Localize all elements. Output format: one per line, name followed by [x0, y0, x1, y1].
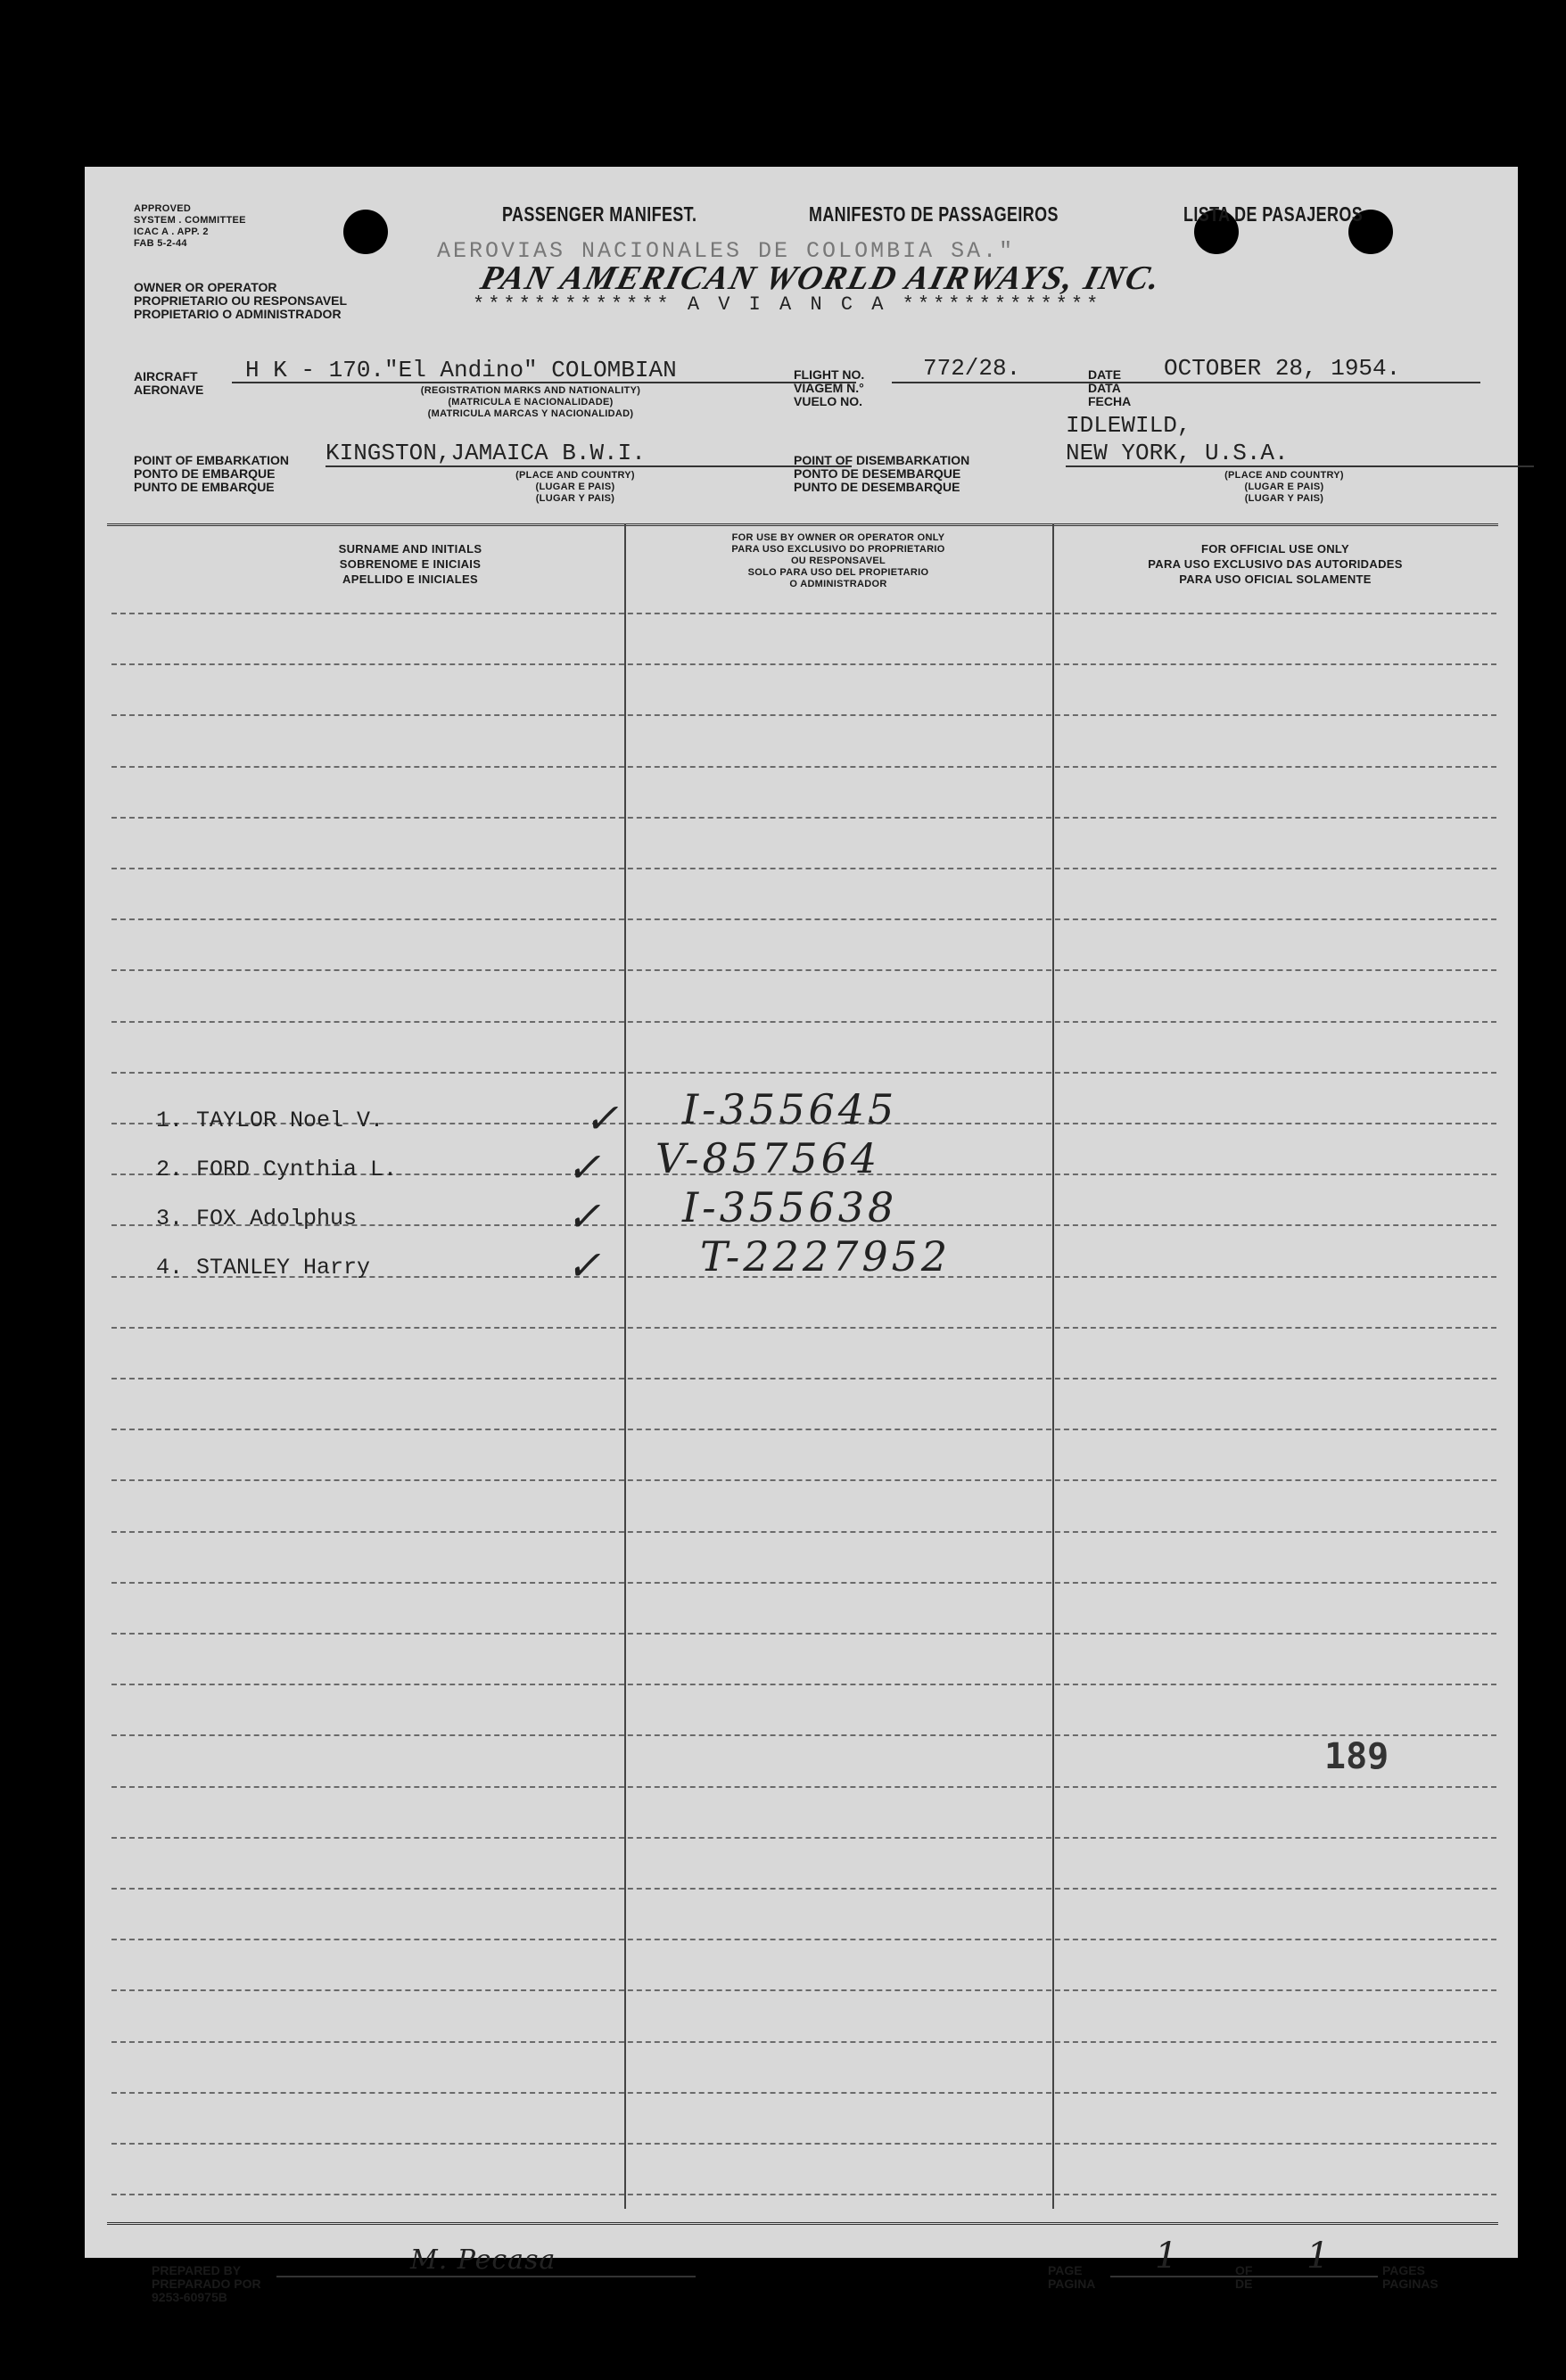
- of-label: OF: [1235, 2263, 1253, 2277]
- approval-line: SYSTEM . COMMITTEE: [134, 215, 246, 226]
- page-value: 1: [1155, 2236, 1182, 2277]
- col1-header-line: SOBRENOME E INICIAIS: [339, 557, 482, 571]
- col3-header: [1052, 541, 1498, 587]
- ruled-line: [111, 1021, 1496, 1023]
- check-mark: ✓: [566, 1143, 605, 1191]
- col2-header-line: PARA USO EXCLUSIVO DO PROPRIETARIO: [731, 544, 945, 555]
- ruled-line: [111, 817, 1496, 819]
- place-sublabel: (LUGAR E PAIS): [1244, 482, 1324, 492]
- aircraft-underline: [232, 382, 856, 383]
- ruled-line: [111, 1633, 1496, 1635]
- date-labels: [1088, 368, 1131, 408]
- stamp-number: 189: [1324, 1736, 1389, 1777]
- ruled-line: [111, 918, 1496, 920]
- pages-value: 1: [1306, 2236, 1333, 2277]
- check-mark: ✓: [584, 1094, 622, 1142]
- flight-labels: [794, 368, 864, 408]
- approval-line: FAB 5-2-44: [134, 238, 187, 249]
- approval-line: APPROVED: [134, 203, 192, 214]
- ruled-line: [111, 714, 1496, 716]
- ruled-line: [111, 868, 1496, 869]
- operator-label: OWNER OR OPERATOR: [134, 280, 277, 294]
- place-sublabel: (PLACE AND COUNTRY): [1224, 470, 1344, 481]
- col3-header-line: PARA USO OFICIAL SOLAMENTE: [1179, 572, 1372, 586]
- operator-label: PROPIETARIO O ADMINISTRADOR: [134, 307, 342, 321]
- passenger-name: 4. STANLEY Harry: [156, 1255, 371, 1281]
- passport-number: V-857564: [655, 1134, 881, 1182]
- ruled-line: [111, 613, 1496, 614]
- manifest-sheet: [85, 167, 1518, 2304]
- flight-label: VIAGEM N.°: [794, 381, 864, 395]
- disembark-label: PONTO DE DESEMBARQUE: [794, 466, 961, 481]
- embark-label: PONTO DE EMBARQUE: [134, 466, 276, 481]
- ruled-line: [111, 1684, 1496, 1685]
- passport-number: T-2227952: [700, 1232, 952, 1281]
- column-divider-2: [1052, 523, 1054, 2209]
- approval-line: ICAC A . APP. 2: [134, 226, 209, 237]
- aircraft-sublabel: (REGISTRATION MARKS AND NATIONALITY): [420, 385, 641, 396]
- place-sublabel: (PLACE AND COUNTRY): [515, 470, 635, 481]
- page-underline: [1110, 2276, 1378, 2277]
- passenger-name: 2. FORD Cynthia L.: [156, 1157, 398, 1182]
- embark-labels: [134, 454, 289, 494]
- col3-header-line: PARA USO EXCLUSIVO DAS AUTORIDADES: [1148, 557, 1403, 571]
- passport-number: I-355645: [682, 1085, 898, 1133]
- prepared-labels: [152, 2264, 261, 2304]
- aircraft-labels: [134, 370, 203, 397]
- prepared-underline: [276, 2276, 696, 2277]
- ruled-line: [111, 1989, 1496, 1991]
- ruled-line: [111, 2041, 1496, 2043]
- of-labels: [1235, 2264, 1252, 2291]
- check-mark: ✓: [566, 1192, 605, 1240]
- operator-typed: ************* A V I A N C A *************: [473, 293, 1102, 316]
- title-spanish: LISTA DE PASAJEROS: [1183, 202, 1364, 226]
- disembark-labels: [794, 454, 969, 494]
- of-label: DE: [1235, 2277, 1253, 2291]
- col2-header-line: OU RESPONSAVEL: [790, 556, 886, 566]
- disembark-label: POINT OF DISEMBARKATION: [794, 453, 970, 467]
- page-label: PAGE: [1048, 2263, 1083, 2277]
- ruled-line: [111, 1327, 1496, 1329]
- approval-block: [134, 203, 246, 250]
- ruled-line: [111, 2194, 1496, 2195]
- col1-header-line: APELLIDO E INICIALES: [342, 572, 478, 586]
- form-code: 9253-60975B: [152, 2290, 227, 2304]
- col2-header-line: SOLO PARA USO DEL PROPIETARIO: [747, 567, 929, 578]
- embark-label: PUNTO DE EMBARQUE: [134, 480, 275, 494]
- place-sublabel: (LUGAR E PAIS): [535, 482, 615, 492]
- flight-value: 772/28.: [923, 355, 1021, 382]
- disembark-value: NEW YORK, U.S.A.: [1066, 440, 1289, 466]
- col3-header-line: FOR OFFICIAL USE ONLY: [1201, 542, 1349, 556]
- ruled-line: [111, 1837, 1496, 1839]
- pages-labels: [1382, 2264, 1438, 2291]
- footer-border: [107, 2222, 1498, 2225]
- page-labels: [1048, 2264, 1095, 2291]
- disembark-label: PUNTO DE DESEMBARQUE: [794, 480, 960, 494]
- ruled-line: [111, 663, 1496, 665]
- embark-sublabels: [441, 470, 709, 505]
- aircraft-sublabel: (MATRICULA E NACIONALIDADE): [448, 397, 614, 408]
- ruled-line: [111, 1072, 1496, 1074]
- ruled-line: [111, 1582, 1496, 1584]
- table-top-border: [107, 523, 1498, 526]
- ruled-line: [111, 969, 1496, 971]
- date-label: DATA: [1088, 381, 1121, 395]
- column-divider-1: [624, 523, 626, 2209]
- flight-label: VUELO NO.: [794, 394, 863, 408]
- ruled-line: [111, 1734, 1496, 1736]
- col2-header-line: FOR USE BY OWNER OR OPERATOR ONLY: [731, 532, 945, 543]
- aircraft-label: AIRCRAFT: [134, 369, 198, 383]
- disembark-sublabels: [1168, 470, 1400, 505]
- passport-number: I-355638: [682, 1183, 898, 1231]
- embark-value: KINGSTON,JAMAICA B.W.I.: [326, 440, 646, 466]
- col1-header-line: SURNAME AND INITIALS: [338, 542, 482, 556]
- operator-labels: [134, 281, 347, 321]
- ruled-line: [111, 1531, 1496, 1533]
- operator-label: PROPRIETARIO OU RESPONSAVEL: [134, 293, 348, 308]
- ruled-line: [111, 2143, 1496, 2145]
- aircraft-sublabel: (MATRICULA MARCAS Y NACIONALIDAD): [427, 408, 634, 419]
- title-portuguese: MANIFESTO DE PASSAGEIROS: [809, 202, 1059, 226]
- aircraft-label: AERONAVE: [134, 383, 204, 397]
- operator-name: PAN AMERICAN WORLD AIRWAYS, INC.: [476, 259, 1166, 297]
- punch-hole-left: [343, 210, 388, 254]
- col2-header: [629, 532, 1048, 590]
- aircraft-value: H K - 170."El Andino" COLOMBIAN: [245, 357, 677, 383]
- disembark-underline: [1066, 465, 1534, 467]
- date-underline: [1133, 382, 1480, 383]
- ruled-line: [111, 2092, 1496, 2094]
- passenger-name: 3. FOX Adolphus: [156, 1206, 358, 1231]
- title-english: PASSENGER MANIFEST.: [502, 202, 697, 226]
- prepared-label: PREPARADO POR: [152, 2277, 261, 2291]
- ruled-line: [111, 1378, 1496, 1379]
- date-label: FECHA: [1088, 394, 1132, 408]
- date-value: OCTOBER 28, 1954.: [1164, 355, 1401, 382]
- ruled-line: [111, 1888, 1496, 1890]
- prepared-label: PREPARED BY: [152, 2263, 242, 2277]
- aircraft-sublabels: [281, 385, 780, 420]
- ruled-line: [111, 1479, 1496, 1481]
- ruled-line: [111, 1939, 1496, 1940]
- ruled-line: [111, 1429, 1496, 1430]
- airline-typed: AEROVIAS NACIONALES DE COLOMBIA SA.": [437, 238, 1016, 264]
- pages-label: PAGINAS: [1382, 2277, 1438, 2291]
- place-sublabel: (LUGAR Y PAIS): [1244, 493, 1324, 504]
- pages-label: PAGES: [1382, 2263, 1425, 2277]
- disembark-line1: IDLEWILD,: [1066, 412, 1191, 439]
- check-mark: ✓: [566, 1241, 605, 1289]
- embark-underline: [326, 465, 852, 467]
- flight-label: FLIGHT NO.: [794, 367, 865, 382]
- passenger-name: 1. TAYLOR Noel V.: [156, 1108, 384, 1133]
- page-label: PAGINA: [1048, 2277, 1096, 2291]
- ruled-line: [111, 1786, 1496, 1788]
- date-label: DATE: [1088, 367, 1122, 382]
- place-sublabel: (LUGAR Y PAIS): [535, 493, 615, 504]
- embark-label: POINT OF EMBARKATION: [134, 453, 289, 467]
- signature: M. Pecasa: [410, 2244, 556, 2276]
- ruled-line: [111, 766, 1496, 768]
- col1-header: [111, 541, 709, 587]
- col2-header-line: O ADMINISTRADOR: [789, 579, 887, 589]
